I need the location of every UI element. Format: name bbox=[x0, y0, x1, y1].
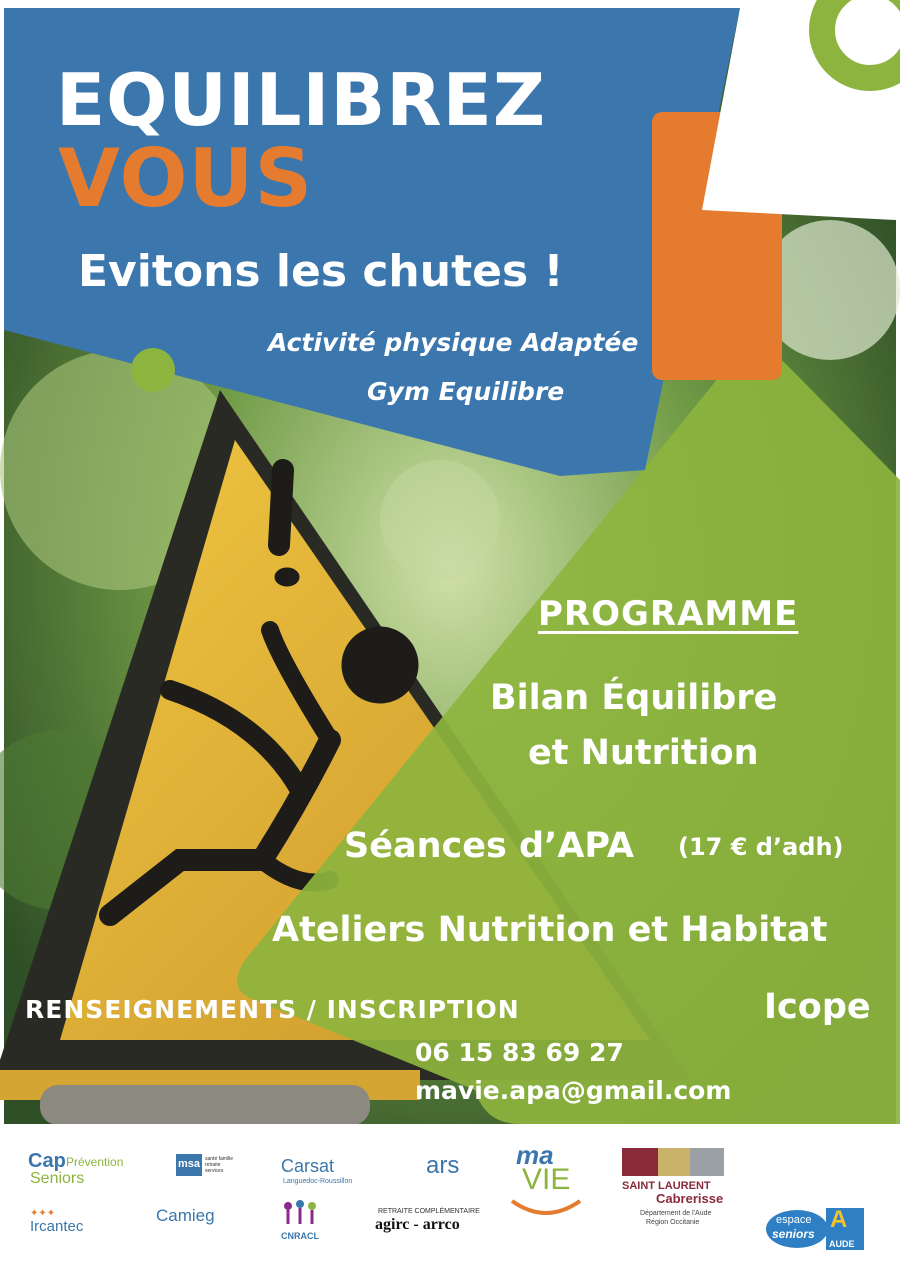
green-dot-icon bbox=[131, 348, 175, 392]
logo-camieg: Camieg bbox=[156, 1206, 215, 1225]
saint-laurent-photo-2 bbox=[658, 1148, 690, 1176]
contact-email[interactable]: mavie.apa@gmail.com bbox=[415, 1076, 732, 1105]
title-line-1: EQUILIBREZ bbox=[56, 58, 547, 142]
ircantec-people-icon: ✦✦✦ bbox=[30, 1208, 56, 1219]
contact-phone[interactable]: 06 15 83 69 27 bbox=[415, 1038, 624, 1067]
logo-ma-text: ma bbox=[516, 1140, 554, 1170]
aude-a-icon: A bbox=[830, 1206, 848, 1233]
programme-item-icope: Icope bbox=[764, 987, 871, 1027]
tagline: Evitons les chutes ! bbox=[78, 246, 564, 297]
logo-vie-text: VIE bbox=[522, 1163, 571, 1196]
logo-msa-sub: santé famille retraite services bbox=[205, 1156, 234, 1174]
logo-seniors-text: seniors bbox=[772, 1227, 815, 1241]
programme-heading: PROGRAMME bbox=[538, 594, 799, 634]
smile-icon bbox=[508, 1195, 584, 1221]
logo-carsat-sub: Languedoc-Roussillon bbox=[283, 1178, 353, 1185]
subtitle-line-2: Gym Equilibre bbox=[367, 377, 565, 406]
cnracl-figures-icon bbox=[280, 1198, 320, 1228]
logo-carsat-text: Carsat bbox=[281, 1156, 335, 1176]
logo-aude-text: AUDE bbox=[829, 1239, 855, 1249]
logo-ircantec-text: Ircantec bbox=[30, 1218, 84, 1235]
logo-cap-seniors-text: Seniors bbox=[30, 1170, 85, 1187]
logo-band bbox=[0, 1124, 900, 1278]
programme-item-bilan-line-2: et Nutrition bbox=[528, 733, 759, 773]
logo-agirc-sub: RETRAITE COMPLÉMENTAIRE bbox=[378, 1208, 480, 1215]
logo-espace-text: espace bbox=[776, 1214, 812, 1226]
programme-item-seances-price: (17 € d’adh) bbox=[678, 833, 844, 861]
logo-cap-prevention-text: Prévention bbox=[66, 1155, 124, 1169]
programme-item-bilan-line-1: Bilan Équilibre bbox=[490, 678, 778, 718]
title-line-2: VOUS bbox=[58, 132, 314, 225]
logo-cnracl-text: CNRACL bbox=[281, 1231, 319, 1241]
logo-saint-laurent-text: SAINT LAURENT bbox=[622, 1180, 711, 1192]
logo-cap-text: Cap bbox=[28, 1150, 66, 1172]
logo-cabrerisse-text: Cabrerisse bbox=[656, 1191, 724, 1206]
programme-item-seances: Séances d’APA bbox=[344, 826, 634, 866]
logo-ars: ars bbox=[426, 1152, 460, 1179]
logo-saint-laurent-dept: Département de l'Aude bbox=[640, 1210, 712, 1217]
subtitle-line-1: Activité physique Adaptée bbox=[268, 328, 639, 357]
contact-heading: RENSEIGNEMENTS / INSCRIPTION bbox=[25, 995, 520, 1024]
logo-agirc-text: agirc - arrco bbox=[375, 1216, 460, 1233]
logo-msa-text: msa bbox=[177, 1158, 201, 1170]
logo-saint-laurent-region: Région Occitanie bbox=[646, 1219, 700, 1226]
saint-laurent-photo-3 bbox=[690, 1148, 724, 1176]
programme-item-ateliers: Ateliers Nutrition et Habitat bbox=[272, 910, 828, 950]
